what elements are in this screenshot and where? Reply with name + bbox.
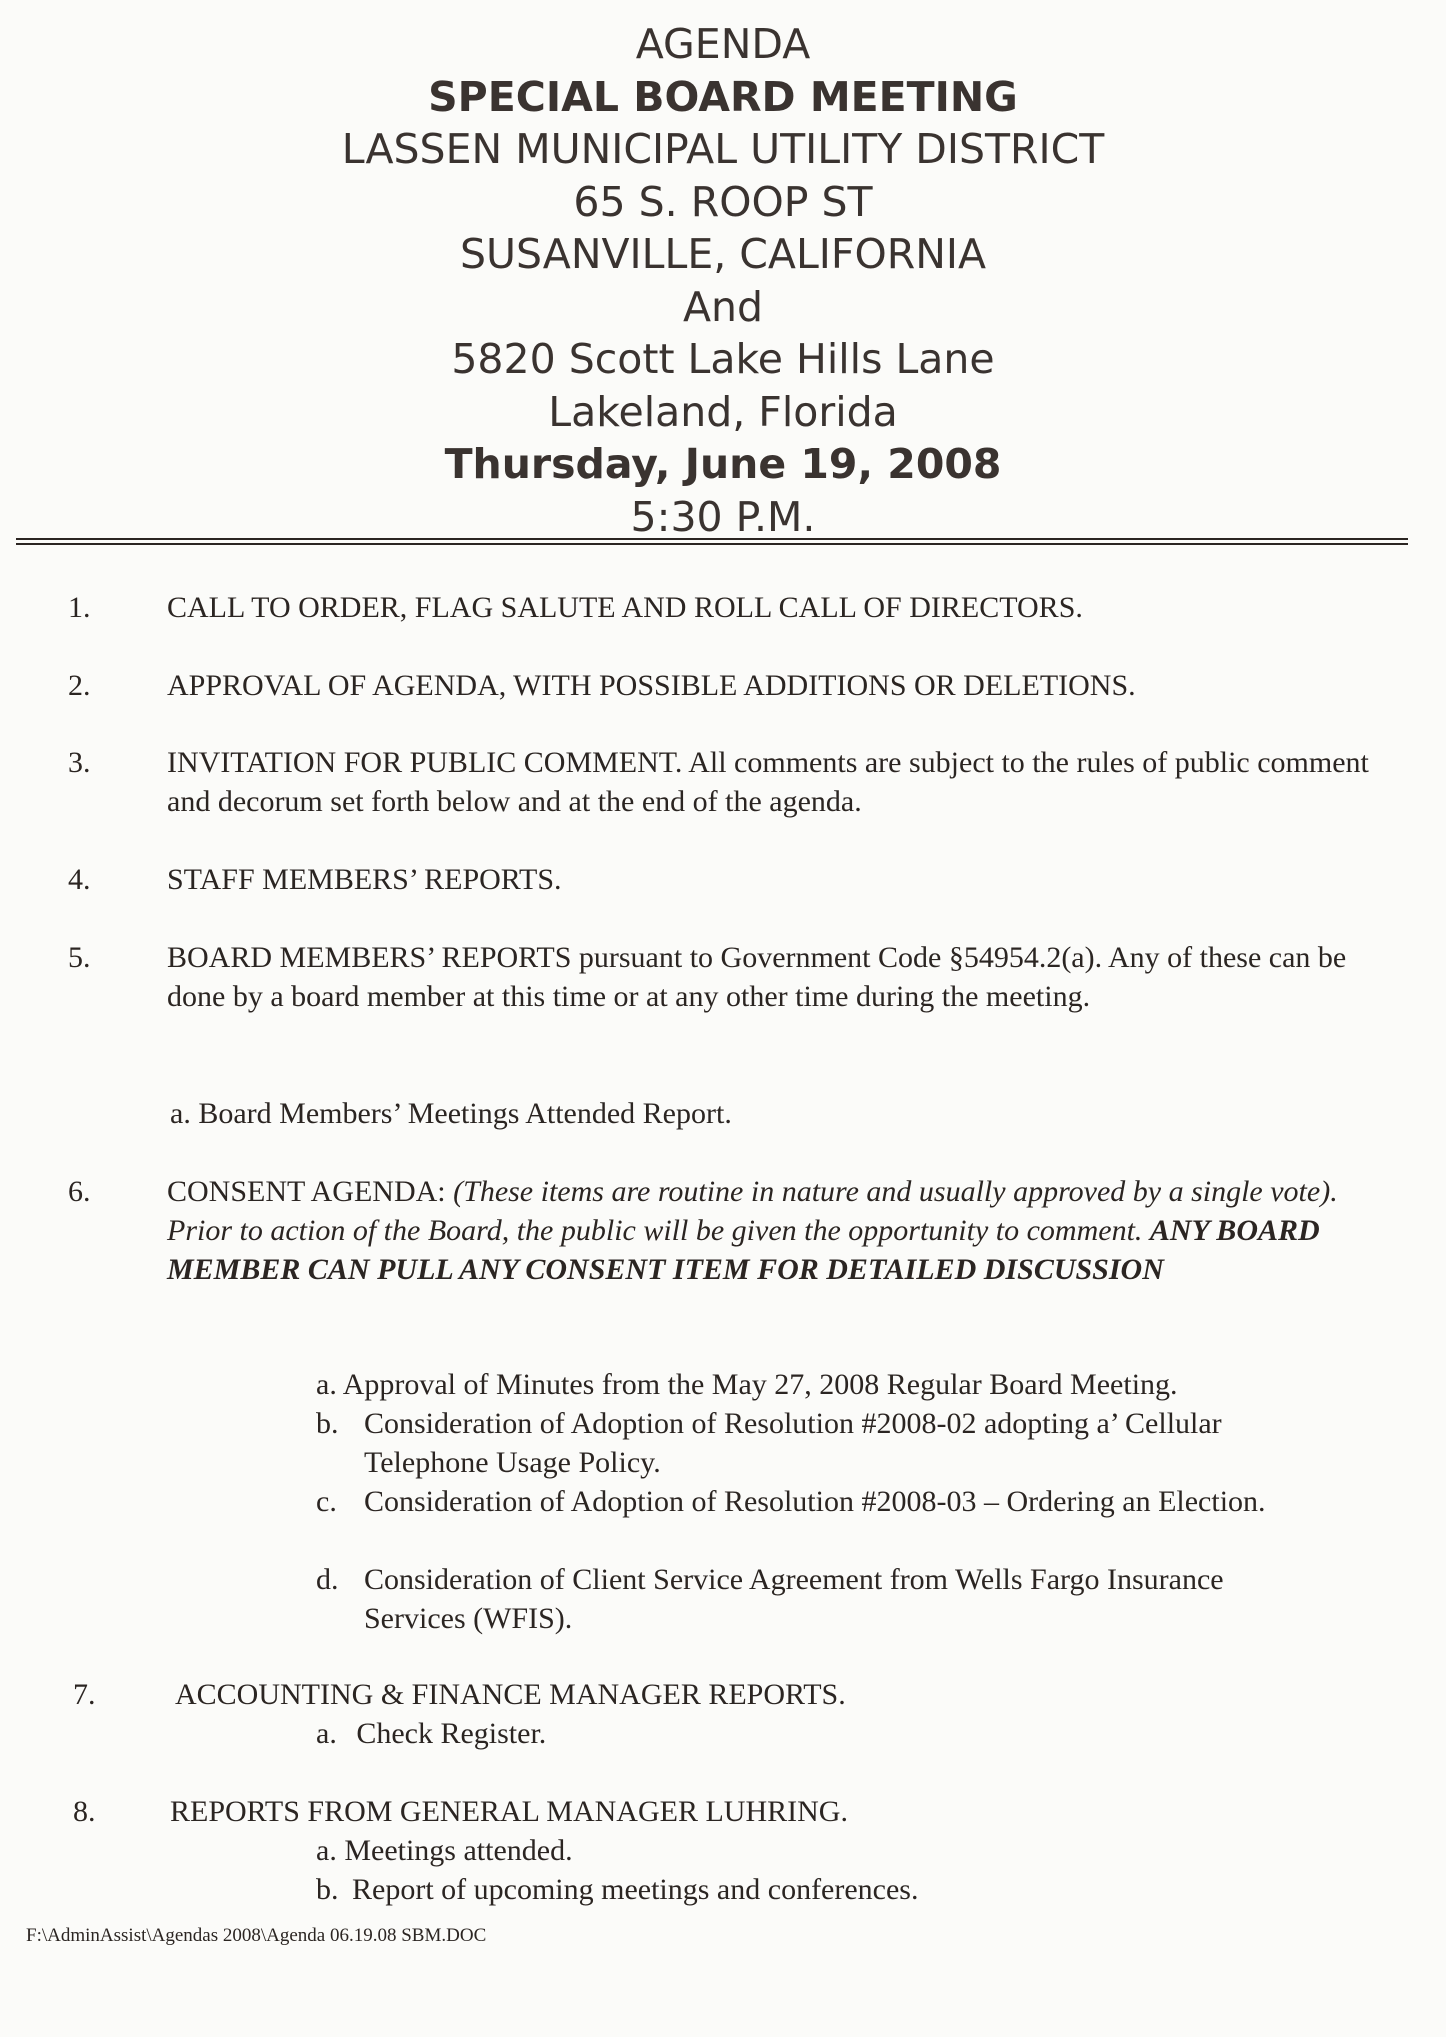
item-number: 2. [68,669,91,702]
sub-item [316,1870,918,1909]
sub-item-text: Consideration of Client Service Agreement from Wells Fargo Insurance Services (WFIS). [364,1563,1224,1635]
sub-item-label: c. [316,1485,337,1518]
item-number: 6. [68,1175,91,1208]
item-number: 4. [68,863,91,896]
sub-item [316,1365,1178,1404]
sub-item-text: Consideration of Adoption of Resolution #2008-03 – Ordering an Election. [364,1485,1266,1518]
header-time: 5:30 P.M. [630,492,816,541]
item-number: 8. [73,1795,96,1828]
item-number: 1. [68,591,91,624]
item-text: STAFF MEMBERS’ REPORTS. [167,863,562,896]
header-divider [16,538,1408,545]
item-number: 5. [68,941,91,974]
sub-item-label: d. [316,1563,339,1596]
file-path-footer: F:\AdminAssist\Agendas 2008\Agenda 06.19.08 SBM.DOC [26,1925,487,1946]
sub-item [170,1094,732,1133]
header-meeting-type: SPECIAL BOARD MEETING [428,72,1018,121]
sub-item-text: Approval of Minutes from the May 27, 2008 Regular Board Meeting. [342,1368,1178,1401]
header-street-2: 5820 Scott Lake Hills Lane [451,335,995,383]
header-city: SUSANVILLE, CALIFORNIA [459,230,987,278]
sub-item-label: a. [316,1717,337,1750]
item-text: INVITATION FOR PUBLIC COMMENT. All comments are subject to the rules of public comment and decorum set forth below and at the end of the agenda. [167,746,1369,818]
sub-item-text: Board Members’ Meetings Attended Report. [198,1097,732,1130]
header-street: 65 S. ROOP ST [573,177,873,226]
header-agenda: AGENDA [635,20,811,68]
sub-item-label: b. [316,1873,339,1906]
sub-item-label: a. [316,1834,337,1867]
sub-item-label: a. [316,1368,337,1401]
header-organization: LASSEN MUNICIPAL UTILITY DISTRICT [341,125,1105,173]
consent-note: (These items are routine in nature and usually approved by a single vote). Prior to action of the Board, the public will be given the opportunity to comment. [167,1175,1338,1247]
item-number: 7. [73,1678,96,1711]
sub-item-text: Consideration of Adoption of Resolution #2008-02 adopting a’ Cellular Telephone Usage Policy. [364,1407,1222,1479]
item-number: 3. [68,746,91,779]
sub-item-text: Report of upcoming meetings and conferences. [352,1873,919,1906]
consent-warning: ANY BOARD MEMBER CAN PULL ANY CONSENT ITEM FOR DETAILED DISCUSSION [167,1214,1320,1286]
item-text [167,1172,1407,1289]
item-text: BOARD MEMBERS’ REPORTS pursuant to Government Code §54954.2(a). Any of these can be done by a board member at this time or at any other time during the meeting. [167,941,1347,1013]
sub-item-label: b. [316,1407,339,1440]
consent-label: CONSENT AGENDA: [167,1175,454,1208]
sub-item-text: Check Register. [356,1717,547,1750]
item-text: ACCOUNTING & FINANCE MANAGER REPORTS. [175,1678,846,1711]
header-and: And [682,282,764,331]
sub-item-label: a. [170,1097,191,1130]
item-text: CALL TO ORDER, FLAG SALUTE AND ROLL CALL OF DIRECTORS. [167,591,1083,624]
sub-item [316,1831,573,1870]
sub-item [316,1714,546,1753]
item-text: REPORTS FROM GENERAL MANAGER LUHRING. [170,1795,848,1828]
agenda-header [0,18,1446,543]
header-date: Thursday, June 19, 2008 [444,440,1002,488]
item-text: APPROVAL OF AGENDA, WITH POSSIBLE ADDITIONS OR DELETIONS. [167,669,1136,702]
header-city-2: Lakeland, Florida [548,387,898,436]
sub-item-text: Meetings attended. [344,1834,573,1867]
